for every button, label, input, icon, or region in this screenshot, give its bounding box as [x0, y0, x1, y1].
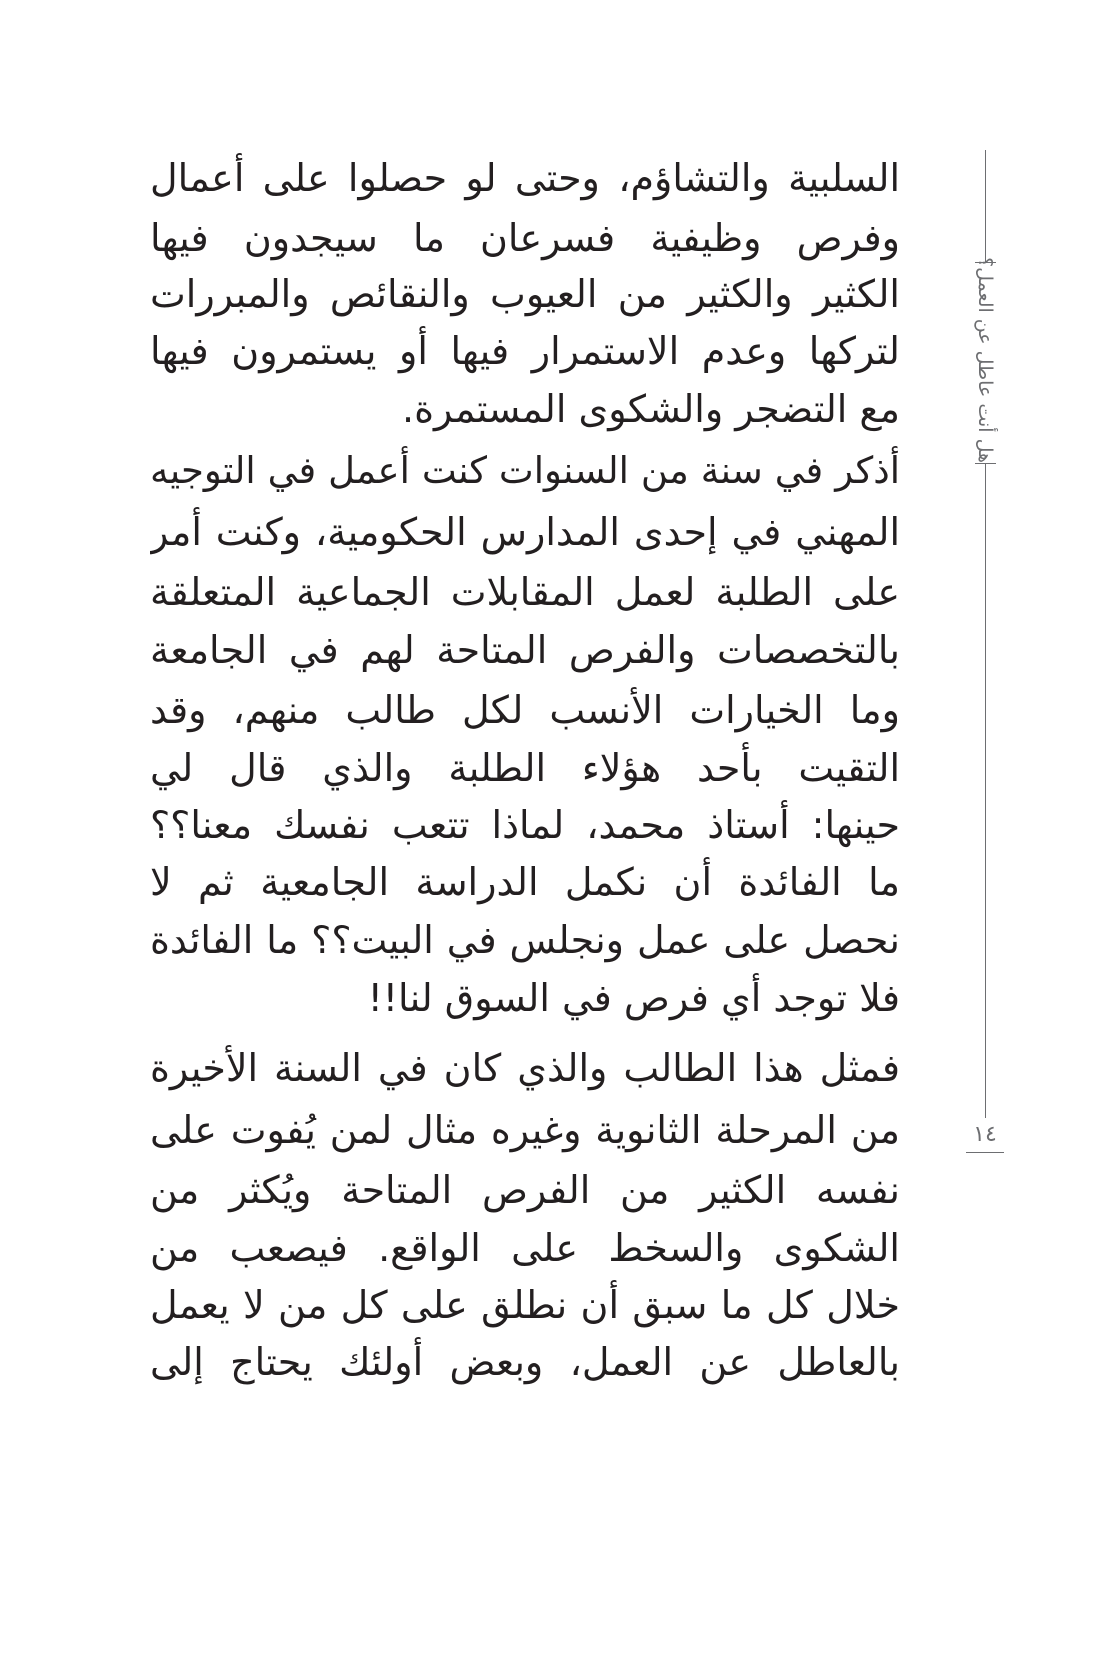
page-number-underline — [966, 1152, 1004, 1153]
text-line: خلال كل ما سبق أن نطلق على كل من لا يعمل — [150, 1283, 900, 1327]
page-number: ١٤ — [973, 1122, 997, 1147]
text-line: مع التضجر والشكوى المستمرة. — [401, 387, 900, 431]
text-line: وما الخيارات الأنسب لكل طالب منهم، وقد — [150, 688, 900, 732]
margin-rule-top — [985, 150, 986, 263]
text-line: أذكر في سنة من السنوات كنت أعمل في التوجيه — [150, 449, 900, 492]
text-line: الكثير والكثير من العيوب والنقائص والمبررات — [150, 272, 900, 316]
text-line: لتركها وعدم الاستمرار فيها أو يستمرون فيها — [150, 329, 900, 373]
body-text — [150, 0, 900, 1654]
running-header: هل أنت عاطل عن العمل؟ — [974, 257, 996, 463]
text-line: ما الفائدة أن نكمل الدراسة الجامعية ثم لا — [150, 860, 900, 904]
text-line: نفسه الكثير من الفرص المتاحة ويُكثر من — [150, 1168, 900, 1212]
text-line: فمثل هذا الطالب والذي كان في السنة الأخيرة — [150, 1046, 900, 1090]
text-line: المهني في إحدى المدارس الحكومية، وكنت أمر — [150, 510, 900, 554]
text-line: بالتخصصات والفرص المتاحة لهم في الجامعة — [150, 628, 900, 672]
text-line: بالعاطل عن العمل، وبعض أولئك يحتاج إلى — [150, 1340, 900, 1384]
text-line: من المرحلة الثانوية وغيره مثال لمن يُفوت على — [150, 1108, 900, 1152]
text-line: السلبية والتشاؤم، وحتى لو حصلوا على أعمال — [150, 156, 900, 200]
margin-rule-bottom — [985, 463, 986, 1118]
text-line: الشكوى والسخط على الواقع. فيصعب من — [150, 1226, 900, 1270]
text-line: حينها: أستاذ محمد، لماذا تتعب نفسك معنا؟؟ — [150, 803, 900, 847]
text-line: وفرص وظيفية فسرعان ما سيجدون فيها — [150, 216, 900, 260]
text-line: نحصل على عمل ونجلس في البيت؟؟ ما الفائدة — [150, 918, 900, 962]
text-line: التقيت بأحد هؤلاء الطلبة والذي قال لي — [150, 746, 900, 790]
text-line: فلا توجد أي فرص في السوق لنا!! — [367, 976, 900, 1020]
text-line: على الطلبة لعمل المقابلات الجماعية المتعلقة — [150, 570, 900, 614]
